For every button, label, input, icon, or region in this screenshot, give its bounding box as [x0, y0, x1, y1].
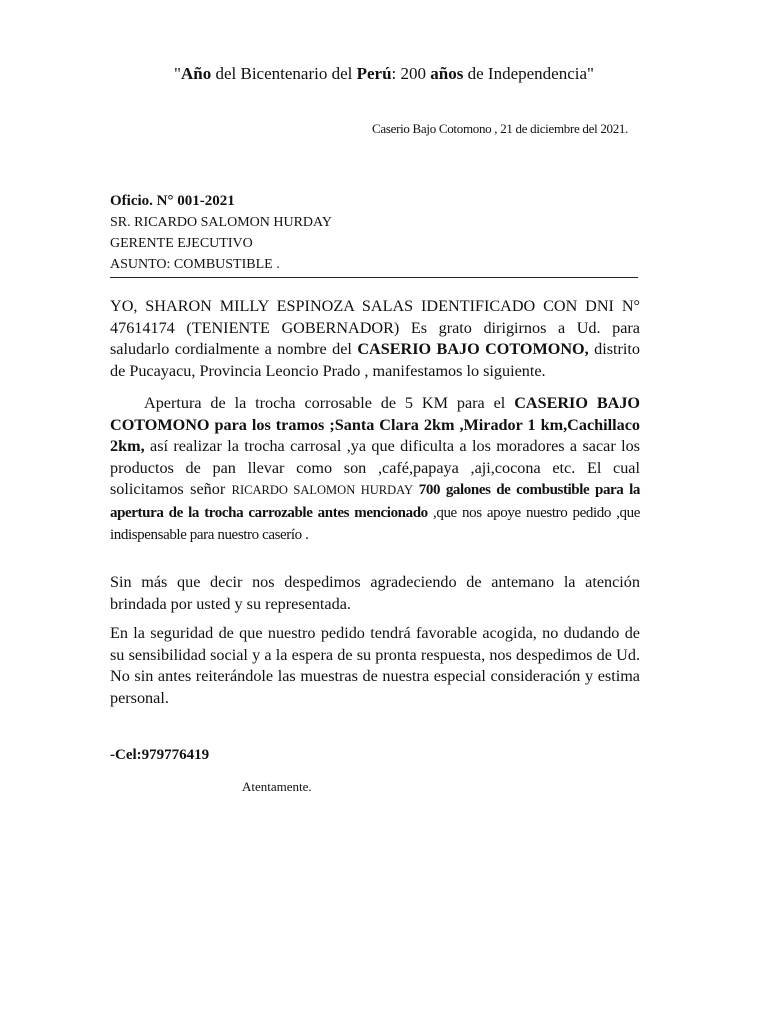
- paragraph-closing: En la seguridad de que nuestro pedido tendrá favorable acogida, no dudando de su sensibilidad social y a la espera de su pronta respuesta, nos despedimos de Ud. No sin antes reiterándole las muestras de nuestra especial consideración y estima personal.: [110, 624, 640, 707]
- p2-recipient-name: RICARDO SALOMON HURDAY: [231, 483, 414, 497]
- p2-text-a: Apertura de la trocha corrosable de 5 KM para el: [144, 394, 515, 412]
- recipient-name: SR. RICARDO SALOMON HURDAY: [110, 215, 332, 230]
- header-divider: [110, 277, 638, 278]
- oficio-number: Oficio. N° 001-2021: [110, 193, 235, 209]
- paragraph-farewell: Sin más que decir nos despedimos agradeciendo de antemano la atención brindada por usted y su representada.: [110, 573, 640, 613]
- closing-salutation: Atentamente.: [242, 779, 312, 794]
- p1-text-b: distrito de Pucayacu, Provincia Leoncio Prado , manifestamos lo siguiente.: [110, 340, 640, 380]
- paragraph-intro: [110, 296, 640, 382]
- contact-label: -Cel:: [110, 747, 142, 763]
- p2-text-b: así realizar la trocha carrosal ,ya que dificulta a los moradores a sacar los productos de pan llevar como son ,café,papaya ,aji,cocona etc. El cual solicitamos señor: [110, 437, 640, 498]
- motto-quote-open: ": [174, 64, 181, 83]
- motto-part3: de Independencia": [463, 64, 594, 83]
- p1-text-a: YO, SHARON MILLY ESPINOZA SALAS IDENTIFICADO CON DNI N° 47614174 (TENIENTE GOBERNADOR) Es grato dirigirnos a Ud. para saludarlo cordialmente a nombre del: [110, 297, 640, 358]
- motto-part2: : 200: [391, 64, 431, 83]
- paragraph-request: [110, 393, 640, 547]
- motto-line: [0, 64, 768, 84]
- recipient-position: GERENTE EJECUTIVO: [110, 236, 253, 251]
- motto-peru: Perú: [356, 64, 392, 83]
- contact-phone: [110, 747, 209, 764]
- p2-bold-tramos: CASERIO BAJO COTOMONO para los tramos ;Santa Clara 2km ,Mirador 1 km,Cachillaco 2km,: [110, 394, 641, 455]
- motto-anios: años: [430, 64, 464, 83]
- subject-line: ASUNTO: COMBUSTIBLE .: [110, 257, 280, 272]
- dateline: Caserio Bajo Cotomono , 21 de diciembre del 2021.: [372, 121, 629, 136]
- contact-number: 979776419: [141, 747, 210, 763]
- p2-bold-galones: 700 galones de combustible para la apertura de la trocha carrozable antes mencionado: [110, 482, 640, 521]
- p1-caserio-bold: CASERIO BAJO COTOMONO,: [357, 340, 589, 358]
- motto-part1: del Bicentenario del: [211, 64, 357, 83]
- motto-anio: Año: [180, 64, 212, 83]
- letter-header: [110, 191, 332, 275]
- p2-text-c: ,que nos apoye nuestro pedido ,que indispensable para nuestro caserío .: [110, 504, 641, 543]
